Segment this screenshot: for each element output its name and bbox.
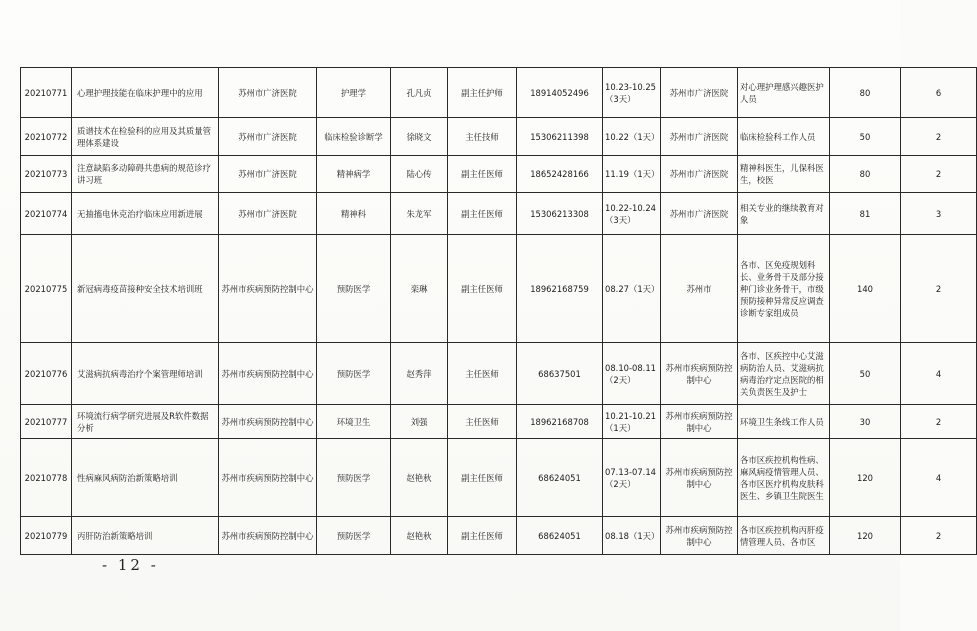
- course-dates-cell: 08.27（1天）: [603, 235, 661, 343]
- course-table: [20, 67, 977, 555]
- enrollment-count-cell: 120: [830, 517, 901, 555]
- credit-hours-cell: 3: [901, 193, 977, 235]
- leader-rank-cell: 副主任医师: [448, 517, 517, 555]
- course-venue-cell: 苏州市疾病预防控制中心: [661, 517, 738, 555]
- credit-hours-cell: 6: [901, 68, 977, 118]
- course-venue-cell: 苏州市广济医院: [661, 193, 738, 235]
- credit-hours-cell: 2: [901, 156, 977, 193]
- host-unit-cell: 苏州市疾病预防控制中心: [219, 439, 317, 517]
- contact-phone-cell: 15306211398: [517, 118, 603, 156]
- discipline-cell: 环境卫生: [317, 405, 391, 439]
- project-title-cell: 环境流行病学研究进展及R软件数据分析: [72, 405, 219, 439]
- course-dates-cell: 08.10-08.11（2天）: [603, 343, 661, 405]
- leader-rank-cell: 主任技师: [448, 118, 517, 156]
- target-audience-cell: 精神科医生，儿保科医生，校医: [738, 156, 830, 193]
- enrollment-count-cell: 50: [830, 343, 901, 405]
- host-unit-cell: 苏州市疾病预防控制中心: [219, 343, 317, 405]
- project-leader-cell: 朱龙军: [391, 193, 448, 235]
- project-code-cell: 20210779: [21, 517, 72, 555]
- contact-phone-cell: 68637501: [517, 343, 603, 405]
- course-venue-cell: 苏州市广济医院: [661, 68, 738, 118]
- course-dates-cell: 08.18（1天）: [603, 517, 661, 555]
- enrollment-count-cell: 81: [830, 193, 901, 235]
- target-audience-cell: 各市区疾控机构性病、麻风病疫情管理人员、各市区医疗机构皮肤科医生、乡镇卫生院医生: [738, 439, 830, 517]
- course-venue-cell: 苏州市: [661, 235, 738, 343]
- target-audience-cell: 各市、区疾控中心艾滋病防治人员、艾滋病抗病毒治疗定点医院的相关负责医生及护士: [738, 343, 830, 405]
- credit-hours-cell: 2: [901, 118, 977, 156]
- project-leader-cell: 刘强: [391, 405, 448, 439]
- table-row: [21, 517, 977, 555]
- course-venue-cell: 苏州市广济医院: [661, 118, 738, 156]
- table-row: [21, 68, 977, 118]
- discipline-cell: 预防医学: [317, 517, 391, 555]
- course-venue-cell: 苏州市疾病预防控制中心: [661, 343, 738, 405]
- discipline-cell: 预防医学: [317, 343, 391, 405]
- project-leader-cell: 徐晓文: [391, 118, 448, 156]
- discipline-cell: 临床检验诊断学: [317, 118, 391, 156]
- discipline-cell: 精神病学: [317, 156, 391, 193]
- project-title-cell: 新冠病毒疫苗接种安全技术培训班: [72, 235, 219, 343]
- contact-phone-cell: 18962168759: [517, 235, 603, 343]
- contact-phone-cell: 68624051: [517, 517, 603, 555]
- table-row: [21, 235, 977, 343]
- credit-hours-cell: 4: [901, 439, 977, 517]
- leader-rank-cell: 副主任医师: [448, 235, 517, 343]
- course-dates-cell: 11.19（1天）: [603, 156, 661, 193]
- course-dates-cell: 10.22-10.24（3天）: [603, 193, 661, 235]
- course-venue-cell: 苏州市疾病预防控制中心: [661, 405, 738, 439]
- project-title-cell: 无抽搐电休克治疗临床应用新进展: [72, 193, 219, 235]
- project-title-cell: 丙肝防治新策略培训: [72, 517, 219, 555]
- discipline-cell: 预防医学: [317, 439, 391, 517]
- project-leader-cell: 陆心传: [391, 156, 448, 193]
- credit-hours-cell: 2: [901, 235, 977, 343]
- project-code-cell: 20210773: [21, 156, 72, 193]
- page-number: - 12 -: [102, 556, 159, 574]
- table-row: [21, 405, 977, 439]
- target-audience-cell: 环境卫生条线工作人员: [738, 405, 830, 439]
- project-title-cell: 质谱技术在检验科的应用及其质量管理体系建设: [72, 118, 219, 156]
- table-row: [21, 439, 977, 517]
- enrollment-count-cell: 120: [830, 439, 901, 517]
- host-unit-cell: 苏州市广济医院: [219, 193, 317, 235]
- enrollment-count-cell: 30: [830, 405, 901, 439]
- contact-phone-cell: 15306213308: [517, 193, 603, 235]
- table-row: [21, 193, 977, 235]
- project-leader-cell: 栾琳: [391, 235, 448, 343]
- enrollment-count-cell: 80: [830, 156, 901, 193]
- project-leader-cell: 赵艳秋: [391, 517, 448, 555]
- course-dates-cell: 07.13-07.14（2天）: [603, 439, 661, 517]
- project-title-cell: 艾滋病抗病毒治疗个案管理师培训: [72, 343, 219, 405]
- credit-hours-cell: 4: [901, 343, 977, 405]
- project-leader-cell: 孔凡贞: [391, 68, 448, 118]
- leader-rank-cell: 主任医师: [448, 405, 517, 439]
- course-venue-cell: 苏州市广济医院: [661, 156, 738, 193]
- project-code-cell: 20210775: [21, 235, 72, 343]
- project-code-cell: 20210777: [21, 405, 72, 439]
- target-audience-cell: 各市区疾控机构丙肝疫情管理人员、各市区: [738, 517, 830, 555]
- project-code-cell: 20210778: [21, 439, 72, 517]
- credit-hours-cell: 2: [901, 517, 977, 555]
- table-row: [21, 156, 977, 193]
- host-unit-cell: 苏州市广济医院: [219, 118, 317, 156]
- project-leader-cell: 赵艳秋: [391, 439, 448, 517]
- enrollment-count-cell: 140: [830, 235, 901, 343]
- target-audience-cell: 对心理护理感兴趣医护人员: [738, 68, 830, 118]
- project-title-cell: 性病麻风病防治新策略培训: [72, 439, 219, 517]
- project-code-cell: 20210774: [21, 193, 72, 235]
- leader-rank-cell: 副主任医师: [448, 156, 517, 193]
- contact-phone-cell: 18914052496: [517, 68, 603, 118]
- target-audience-cell: 临床检验科工作人员: [738, 118, 830, 156]
- table-row: [21, 343, 977, 405]
- course-venue-cell: 苏州市疾病预防控制中心: [661, 439, 738, 517]
- discipline-cell: 精神科: [317, 193, 391, 235]
- host-unit-cell: 苏州市疾病预防控制中心: [219, 517, 317, 555]
- credit-hours-cell: 2: [901, 405, 977, 439]
- table-row: [21, 118, 977, 156]
- contact-phone-cell: 68624051: [517, 439, 603, 517]
- leader-rank-cell: 副主任医师: [448, 193, 517, 235]
- host-unit-cell: 苏州市疾病预防控制中心: [219, 235, 317, 343]
- contact-phone-cell: 18962168708: [517, 405, 603, 439]
- course-dates-cell: 10.22（1天）: [603, 118, 661, 156]
- project-leader-cell: 赵秀萍: [391, 343, 448, 405]
- leader-rank-cell: 副主任医师: [448, 439, 517, 517]
- target-audience-cell: 各市、区免疫规划科长、业务骨干及部分接种门诊业务骨干，市级预防接种异常反应调查诊断专家组成员: [738, 235, 830, 343]
- leader-rank-cell: 副主任护师: [448, 68, 517, 118]
- course-dates-cell: 10.21-10.21（1天）: [603, 405, 661, 439]
- discipline-cell: 预防医学: [317, 235, 391, 343]
- host-unit-cell: 苏州市广济医院: [219, 68, 317, 118]
- project-code-cell: 20210772: [21, 118, 72, 156]
- target-audience-cell: 相关专业的继续教育对象: [738, 193, 830, 235]
- host-unit-cell: 苏州市疾病预防控制中心: [219, 405, 317, 439]
- contact-phone-cell: 18652428166: [517, 156, 603, 193]
- enrollment-count-cell: 50: [830, 118, 901, 156]
- project-title-cell: 心理护理技能在临床护理中的应用: [72, 68, 219, 118]
- discipline-cell: 护理学: [317, 68, 391, 118]
- course-dates-cell: 10.23-10.25（3天）: [603, 68, 661, 118]
- project-code-cell: 20210776: [21, 343, 72, 405]
- enrollment-count-cell: 80: [830, 68, 901, 118]
- project-title-cell: 注意缺陷多动障碍共患病的规范诊疗讲习班: [72, 156, 219, 193]
- host-unit-cell: 苏州市广济医院: [219, 156, 317, 193]
- project-code-cell: 20210771: [21, 68, 72, 118]
- leader-rank-cell: 主任医师: [448, 343, 517, 405]
